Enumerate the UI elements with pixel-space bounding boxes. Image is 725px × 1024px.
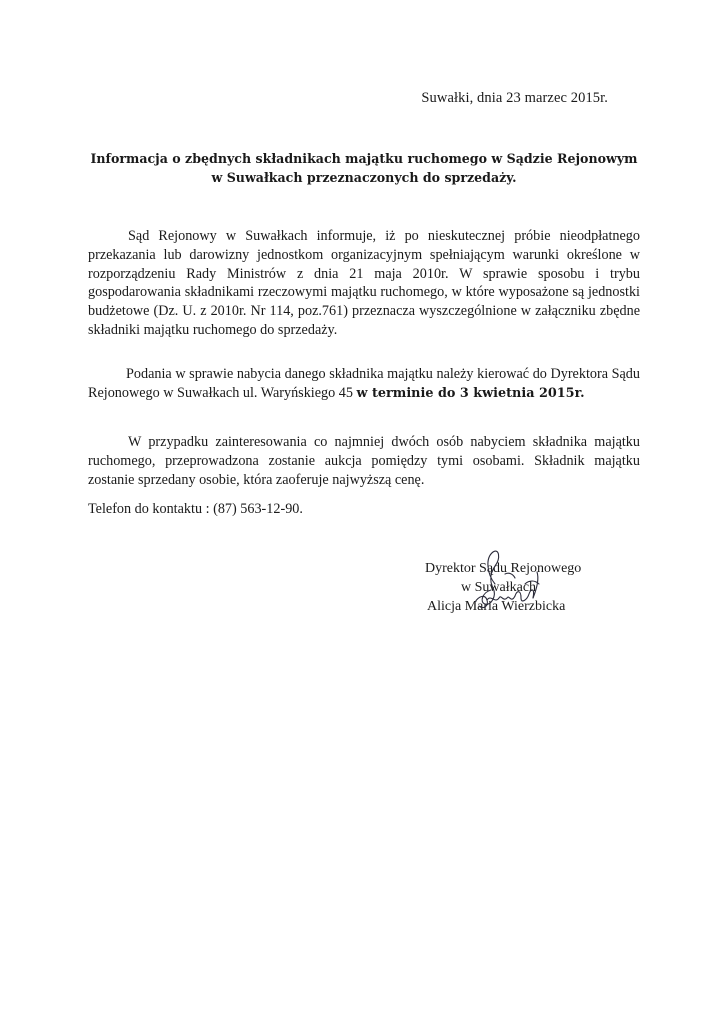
- signature-title: Dyrektor Sądu Rejonowego: [425, 561, 582, 576]
- signature-location: w Suwałkach: [461, 580, 537, 595]
- paragraph-2-text: Podania w sprawie nabycia danego składnika majątku należy kierować do Dyrektora Sądu Rejonowego w Suwałkach ul. Waryńskiego 45: [88, 366, 640, 401]
- contact-line: Telefon do kontaktu : (87) 563-12-90.: [88, 501, 303, 517]
- paragraph-2-deadline: w terminie do 3 kwietnia 2015r.: [356, 385, 585, 401]
- document-title: [84, 149, 644, 187]
- title-line-2: w Suwałkach przeznaczonych do sprzedaży.: [211, 170, 517, 185]
- date-line: Suwałki, dnia 23 marzec 2015r.: [421, 90, 608, 106]
- paragraph-2: [88, 365, 640, 404]
- signature-name: Alicja Maria Wierzbicka: [427, 599, 566, 614]
- paragraph-3: W przypadku zainteresowania co najmniej dwóch osób nabyciem składnika majątku ruchomego, przeprowadzona zostanie aukcja pomiędzy tymi osobami. Składnik majątku zostanie sprzedany osobie, która zaoferuje najwyższą cenę.: [88, 434, 640, 488]
- handwritten-signature-icon: [465, 544, 555, 624]
- title-line-1: Informacja o zbędnych składnikach majątku ruchomego w Sądzie Rejonowym: [90, 151, 638, 166]
- paragraph-1: Sąd Rejonowy w Suwałkach informuje, iż po nieskutecznej próbie nieodpłatnego przekazania lub darowizny jednostkom organizacyjnym spełniającym warunki określone w rozporządzeniu Rady Ministrów z dnia 21 maja 2010r. W sprawie sposobu i trybu gospodarowania składnikami rzeczowymi majątku ruchomego, w które wyposażone są jednostki budżetowe (Dz. U. z 2010r. Nr 114, poz.761) przeznacza wyszczególnione w załączniku zbędne składniki majątku ruchomego do sprzedaży.: [88, 228, 640, 338]
